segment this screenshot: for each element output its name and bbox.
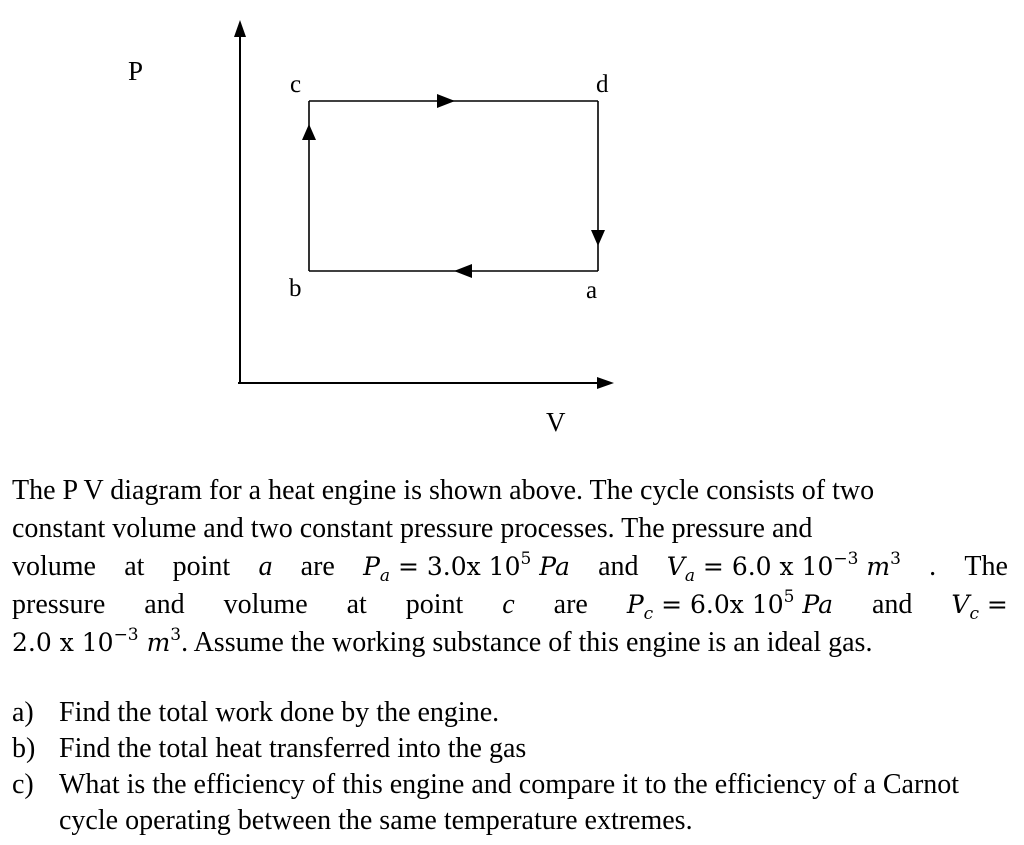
point-c-label: c [290, 71, 302, 98]
point-a-label: a [586, 277, 598, 304]
question-text: Find the total heat transferred into the gas [59, 733, 527, 764]
point-b-label: b [289, 275, 302, 302]
arrow-up-b-to-c [302, 124, 316, 140]
volume-a-equation: $V_a = 6.0$ x $10^{-3}$ $m^3$ [666, 549, 901, 586]
question-letter: b) [12, 733, 36, 764]
question-text: Find the total work done by the engine. [59, 697, 500, 728]
problem-line-2: constant volume and two constant pressure processes. The pressure and [12, 513, 813, 544]
p-axis-label: P [128, 56, 144, 86]
question-text: What is the efficiency of this engine and compare it to the efficiency of a Carnot cycle operating between the same temperature extremes. [59, 769, 960, 836]
arrow-left-a-to-b [454, 264, 472, 278]
question-item [12, 695, 1012, 731]
problem-line-5: 2.0 x $10^{-3}$ $m^3$. Assume the working substance of this engine is an ideal gas. [12, 625, 873, 658]
arrow-right-c-to-d [437, 94, 455, 108]
volume-c-value: 2.0 x $10^{-3}$ $m^3$ [12, 625, 182, 657]
pressure-c-equation: $P_c = 6.0x$ $10^5$ Pa [626, 587, 834, 624]
v-axis-label: V [546, 407, 566, 437]
question-item [12, 731, 1012, 767]
question-item [12, 767, 1012, 839]
problem-statement [12, 472, 1008, 662]
point-d-label: d [596, 71, 609, 98]
volume-c-lhs: $V_c$ = [951, 590, 1008, 624]
problem-line-3: volume at point a are $P_a = 3.0x$ $10^5$ Pa and $V_a = 6.0$ x $10^{-3}$ $m^3$ . The [12, 549, 1008, 586]
question-letter: c) [12, 769, 34, 800]
p-axis-arrowhead [234, 20, 246, 37]
v-axis-arrowhead [597, 377, 614, 389]
arrow-down-d-to-a [591, 230, 605, 246]
question-letter: a) [12, 697, 34, 728]
problem-line-4: pressure and volume at point c are $P_c = 6.0x$ $10^5$ Pa and $V_c$ = [12, 587, 1008, 624]
pressure-a-equation: $P_a = 3.0x$ $10^5$ Pa [363, 549, 570, 586]
question-list [12, 695, 1012, 839]
problem-line-1: The P V diagram for a heat engine is shown above. The cycle consists of two [12, 475, 875, 506]
